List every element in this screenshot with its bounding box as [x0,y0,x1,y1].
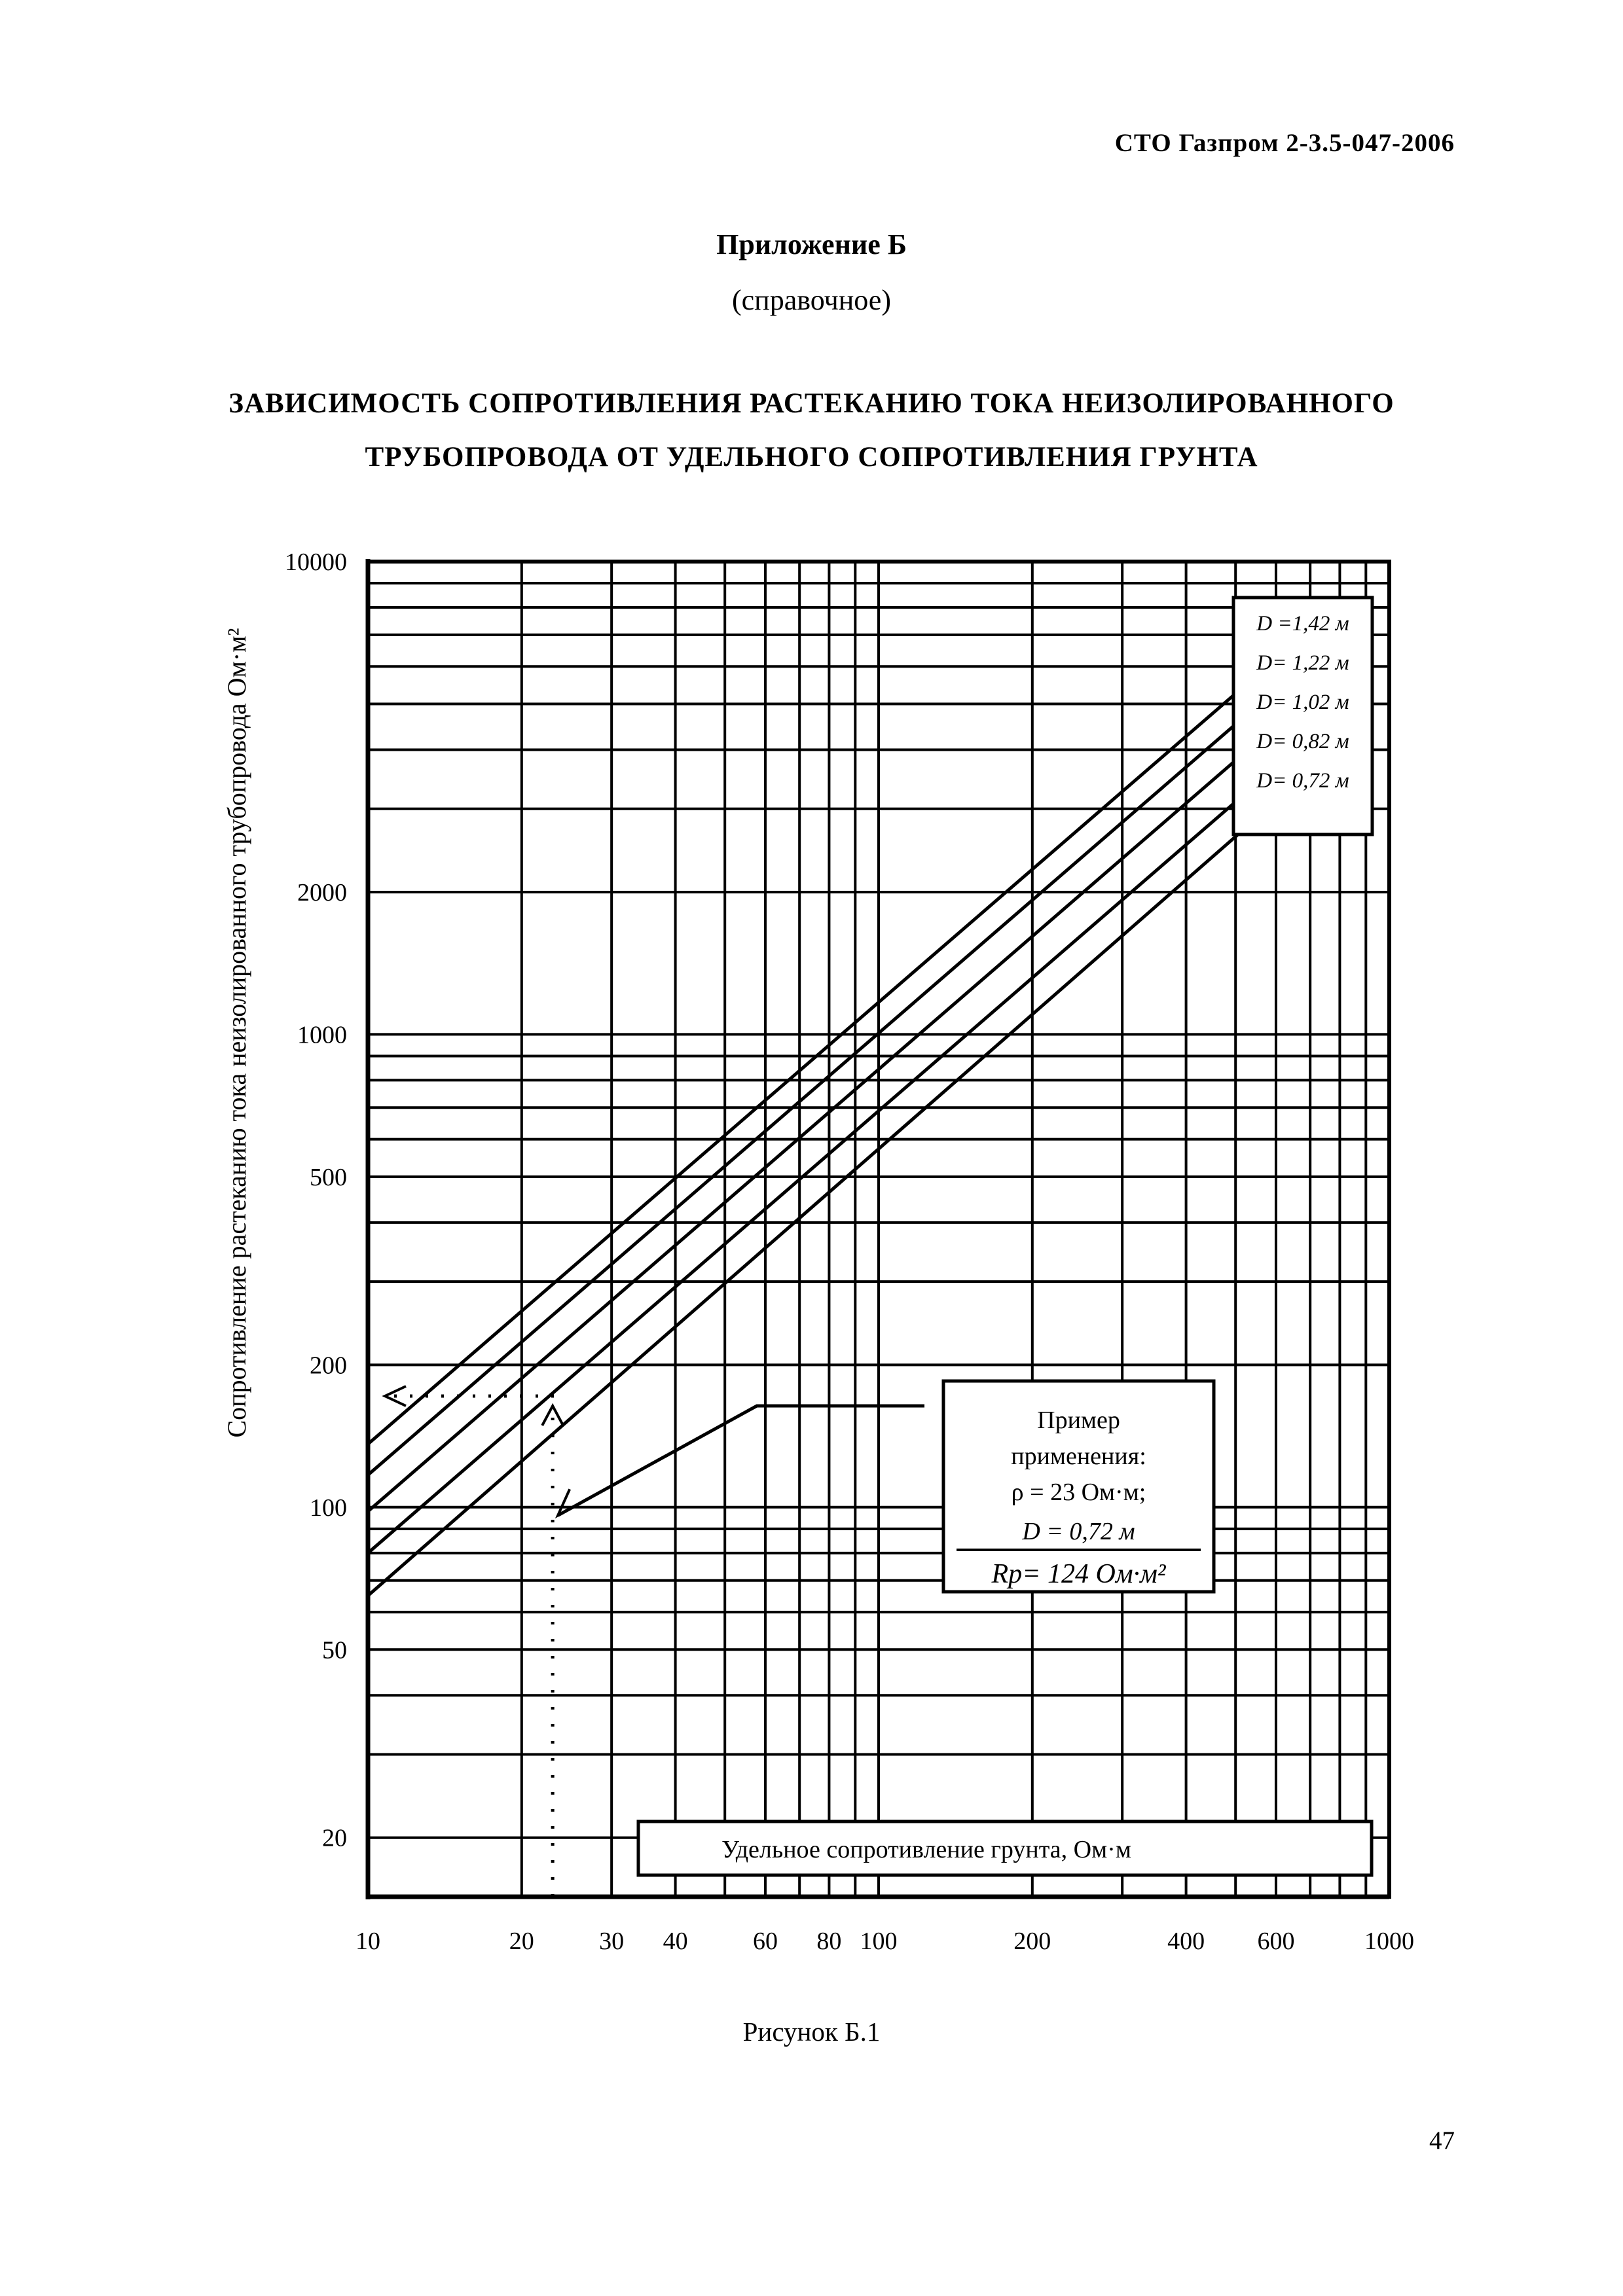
legend-entry: D= 1,22 м [1256,651,1349,675]
x-tick-label: 1000 [1364,1928,1414,1955]
y-tick-label: 50 [322,1636,347,1664]
y-tick-label: 200 [310,1352,347,1380]
legend-entry: D= 1,02 м [1256,691,1349,714]
legend-entry: D= 0,82 м [1256,730,1349,753]
y-tick-label: 20 [322,1824,347,1852]
chart-title-line-1: ЗАВИСИМОСТЬ СОПРОТИВЛЕНИЯ РАСТЕКАНИЮ ТОКА НЕИЗОЛИРОВАННОГО [228,388,1395,419]
x-tick-label: 40 [663,1928,688,1955]
up-arrow-head [542,1406,563,1426]
example-heading: Пример [1037,1407,1120,1434]
example-rho: ρ = 23 Ом·м; [1011,1479,1146,1506]
x-tick-label: 200 [1013,1928,1051,1955]
y-axis-label: Сопротивление растеканию тока неизолированного трубопровода Ом·м² [222,628,251,1438]
x-tick-label: 30 [599,1928,625,1955]
example-result: Rp= 124 Ом·м² [991,1559,1166,1589]
legend-entry: D= 0,72 м [1256,769,1349,793]
example-heading2: применения: [1011,1443,1146,1470]
series-line-2 [368,660,1310,1475]
y-tick-label: 100 [310,1494,347,1522]
figure-caption: Рисунок Б.1 [742,2017,881,2047]
legend-entry: D =1,42 м [1256,612,1349,636]
x-axis-label: Удельное сопротивление грунта, Ом·м [721,1836,1131,1863]
y-tick-label: 2000 [297,878,347,906]
y-tick-label: 10000 [285,548,347,576]
page-number: 47 [1429,2126,1455,2155]
x-tick-label: 400 [1167,1928,1205,1955]
series-line-1 [368,629,1310,1444]
x-tick-label: 100 [860,1928,898,1955]
x-tick-label: 10 [356,1928,380,1955]
y-tick-label: 1000 [297,1021,347,1049]
x-tick-label: 80 [816,1928,842,1955]
x-tick-label: 600 [1257,1928,1295,1955]
chart-title-line-2: ТРУБОПРОВОДА ОТ УДЕЛЬНОГО СОПРОТИВЛЕНИЯ ГРУНТА [365,442,1258,473]
y-tick-label: 500 [310,1163,347,1191]
x-tick-label: 20 [509,1928,534,1955]
x-tick-label: 60 [752,1928,778,1955]
document-code: СТО Газпром 2-3.5-047-2006 [1114,129,1455,157]
appendix-title: Приложение Б [716,228,907,260]
example-diameter: D = 0,72 м [1022,1518,1135,1545]
appendix-type: (справочное) [732,284,891,316]
